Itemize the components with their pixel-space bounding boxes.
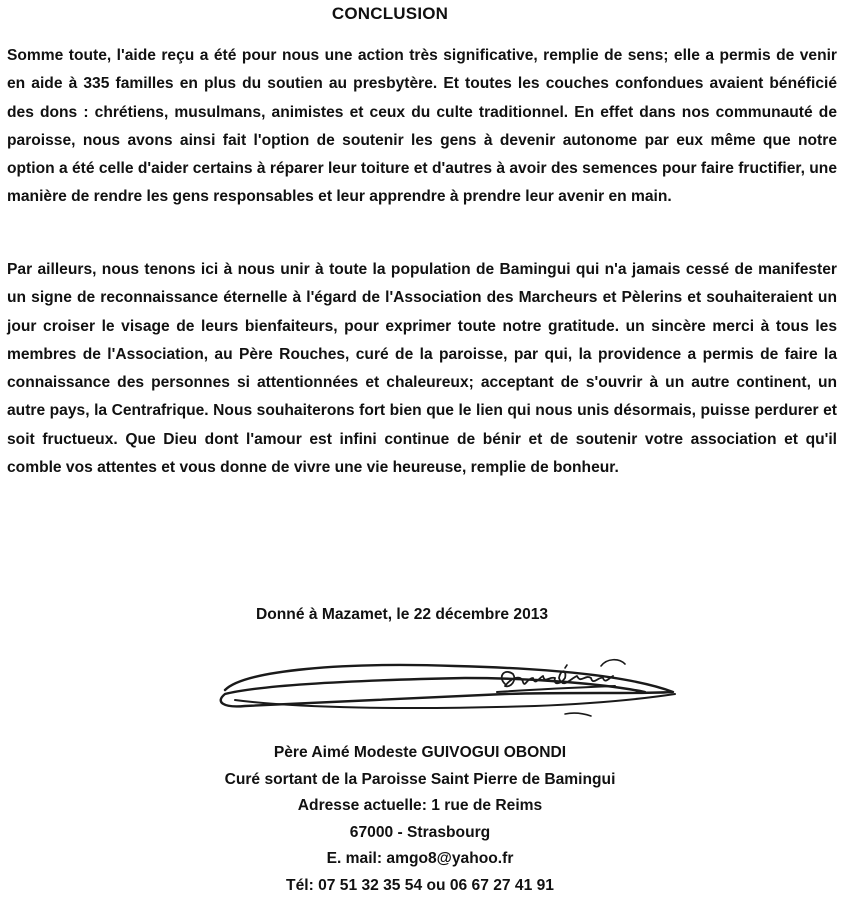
signatory-phone: Tél: 07 51 32 35 54 ou 06 67 27 41 91 xyxy=(286,876,554,894)
document-title: CONCLUSION xyxy=(331,4,449,23)
signatory-name: Père Aimé Modeste GUIVOGUI OBONDI xyxy=(273,744,567,761)
signatory-address: Adresse actuelle: 1 rue de Reims xyxy=(297,797,543,815)
handwritten-signature xyxy=(205,648,685,738)
paragraph-1: Somme toute, l'aide reçu a été pour nous une action très significative, remplie de sens; elle a permis de venir en aide à 335 familles en plus du soutien au presbytère. Et toutes les couches confondues avaient bénéficié des dons : chrétiens, musulmans, animistes et ceux du culte traditionnel. En effet dans nos communauté de paroisse, nous avons ainsi fait l'option de soutenir les gens à devenir autonome par eux même que notre option a été celle d'aider certains à réparer leur toiture et d'autres à avoir des semences pour faire fructifier, une manière de rendre les gens responsables et leur apprendre à prendre leur avenir en main. xyxy=(7,47,837,206)
paragraph-2: Par ailleurs, nous tenons ici à nous unir à toute la population de Bamingui qui n'a jamais cessé de manifester un signe de reconnaissance éternelle à l'égard de l'Association des Marcheurs et Pèlerins et souhaiteraient un jour croiser le visage de leurs bienfaiteurs, pour exprimer toute notre gratitude. un sincère merci à tous les membres de l'Association, au Père Rouches, curé de la paroisse, par qui, la providence a permis de faire la connaissance des personnes si attentionnées et chaleureux; acceptant de s'ouvrir à un autre continent, un autre pays, la Centrafrique. Nous souhaiterons fort bien que le lien qui nous unis désormais, puisse perdurer et soit fructueux. Que Dieu dont l'amour est infini continue de bénir et de soutenir votre association et qu'il comble vos attentes et vous donne de vivre une vie heureuse, remplie de bonheur. xyxy=(7,261,837,477)
signatory-email: E. mail: amgo8@yahoo.fr xyxy=(326,850,514,868)
signatory-role: Curé sortant de la Paroisse Saint Pierre de Bamingui xyxy=(224,770,616,788)
dateline: Donné à Mazamet, le 22 décembre 2013 xyxy=(256,606,549,623)
signatory-block xyxy=(150,740,690,900)
signatory-city: 67000 - Strasbourg xyxy=(349,823,491,841)
